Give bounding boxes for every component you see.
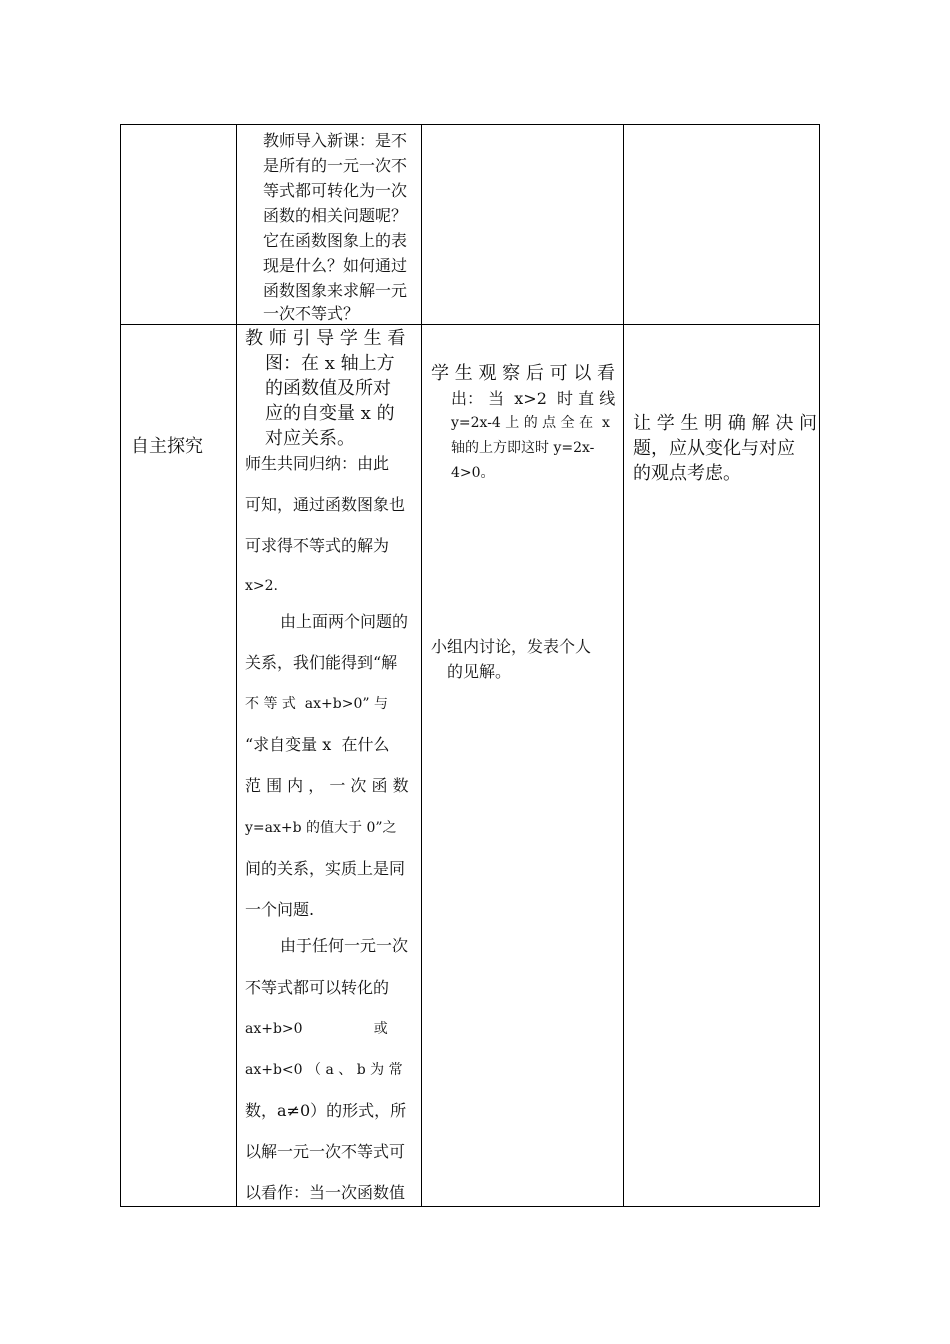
text-line: 的观点考虑。 xyxy=(633,463,741,484)
row-divider xyxy=(120,324,820,325)
text-line: 的函数值及所对 xyxy=(265,378,391,399)
text-line: 师生共同归纳：由此 xyxy=(245,454,390,473)
col-divider-1 xyxy=(236,124,237,1207)
text-line: 可知，通过函数图象也 xyxy=(245,495,406,514)
text-line: 出： 当 x>2 时 直 线 xyxy=(451,389,616,408)
text-line: y=ax+b 的值大于 0”之 xyxy=(245,820,397,836)
text-line: 不 等 式 ax+b>0” 与 xyxy=(245,696,388,712)
text-line: ax+b<0 （ a 、 b 为 常 xyxy=(245,1062,403,1078)
table-top-border xyxy=(120,124,820,125)
text-line: 函数图象来求解一元 xyxy=(263,281,408,300)
text-line: 教 师 引 导 学 生 看 xyxy=(245,328,406,349)
text-line: 的见解。 xyxy=(447,662,512,681)
table-left-border xyxy=(120,124,121,1207)
text-line: 一个问题. xyxy=(245,900,315,919)
text-line: 范 围 内 ， 一 次 函 数 xyxy=(245,776,409,795)
text-line: 可求得不等式的解为 xyxy=(245,536,390,555)
text-line: 4>0。 xyxy=(451,465,495,481)
stage-label: 自主探究 xyxy=(131,436,203,457)
text-line: 不等式都可以转化的 xyxy=(245,978,390,997)
text-line: ax+b>0 或 xyxy=(245,1021,388,1037)
text-line: 一次不等式？ xyxy=(263,304,360,323)
table-right-border xyxy=(819,124,820,1207)
text-line: 现是什么？如何通过 xyxy=(263,256,408,275)
text-line: 题，应从变化与对应 xyxy=(633,438,795,459)
text-line: 以看作：当一次函数值 xyxy=(245,1183,406,1202)
text-line: 关系，我们能得到“解 xyxy=(245,653,398,672)
text-line: 它在函数图象上的表 xyxy=(263,231,408,250)
text-line: 小组内讨论，发表个人 xyxy=(431,637,592,656)
text-line: y=2x-4 上 的 点 全 在 x xyxy=(451,415,610,431)
text-line: 函数的相关问题呢？ xyxy=(263,206,408,225)
text-line: 教师导入新课：是不 xyxy=(263,131,408,150)
col-divider-2 xyxy=(421,124,422,1207)
table-bottom-border xyxy=(120,1206,820,1207)
text-line: 学 生 观 察 后 可 以 看 xyxy=(431,363,616,384)
text-line: 由于任何一元一次 xyxy=(280,936,409,955)
text-line: 间的关系，实质上是同 xyxy=(245,859,406,878)
text-line: x>2. xyxy=(245,578,278,594)
text-line: “求自变量 x 在什么 xyxy=(245,735,390,754)
text-line: 以解一元一次不等式可 xyxy=(245,1142,406,1161)
text-line: 应的自变量 x 的 xyxy=(265,403,395,424)
col-divider-3 xyxy=(623,124,624,1207)
text-line: 数，a≠0）的形式，所 xyxy=(245,1101,407,1120)
text-line: 让 学 生 明 确 解 决 问 xyxy=(633,413,818,434)
text-line: 图：在 x 轴上方 xyxy=(265,353,395,374)
text-line: 轴的上方即这时 y=2x- xyxy=(451,440,595,456)
text-line: 由上面两个问题的 xyxy=(280,612,409,631)
text-line: 对应关系。 xyxy=(265,428,355,449)
text-line: 等式都可转化为一次 xyxy=(263,181,408,200)
text-line: 是所有的一元一次不 xyxy=(263,156,408,175)
